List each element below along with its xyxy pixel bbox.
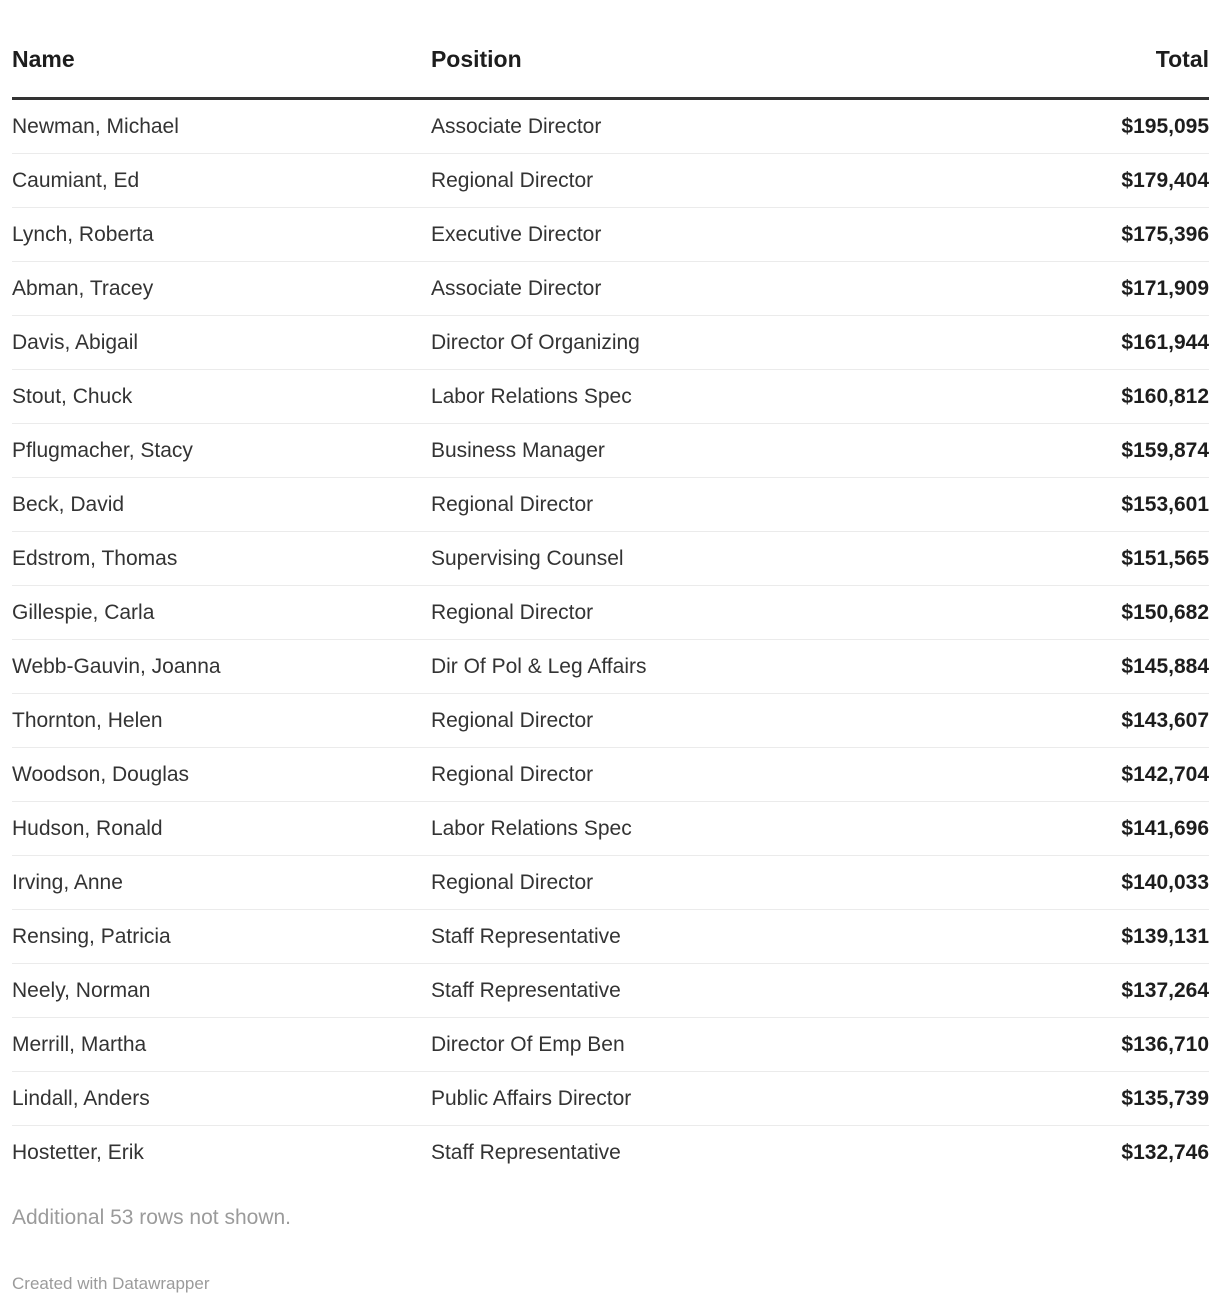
table-row xyxy=(12,964,1209,1018)
total-cell: $179,404 xyxy=(934,154,1209,208)
name-cell: Thornton, Helen xyxy=(12,694,431,748)
name-cell: Pflugmacher, Stacy xyxy=(12,424,431,478)
table-row xyxy=(12,370,1209,424)
position-cell: Staff Representative xyxy=(430,1141,621,1164)
table-row xyxy=(12,694,1209,748)
table-row xyxy=(12,1126,1209,1180)
table-row xyxy=(12,262,1209,316)
total-cell: $160,812 xyxy=(934,370,1209,424)
position-cell: Labor Relations Spec xyxy=(431,802,934,856)
total-cell: $161,944 xyxy=(934,316,1209,370)
name-cell: Woodson, Douglas xyxy=(12,748,431,802)
position-cell: Staff Representative xyxy=(431,910,934,964)
total-cell: $139,131 xyxy=(934,910,1209,964)
table-row xyxy=(12,424,1209,478)
total-cell: $153,601 xyxy=(934,478,1209,532)
name-cell: Abman, Tracey xyxy=(12,262,431,316)
total-cell: $137,264 xyxy=(934,964,1209,1018)
position-cell: Dir Of Pol & Leg Affairs xyxy=(431,640,934,694)
table-row xyxy=(12,154,1209,208)
total-cell: $142,704 xyxy=(934,748,1209,802)
position-cell: Business Manager xyxy=(431,424,934,478)
rows-not-shown-note: Additional 53 rows not shown. xyxy=(12,1206,291,1229)
total-cell: $151,565 xyxy=(934,532,1209,586)
table-row xyxy=(12,99,1209,154)
column-header-total: Total xyxy=(934,46,1209,99)
position-cell: Regional Director xyxy=(431,478,934,532)
table-row xyxy=(12,910,1209,964)
salary-table xyxy=(12,46,1209,1179)
table-row xyxy=(12,802,1209,856)
name-cell: Edstrom, Thomas xyxy=(12,532,431,586)
name-cell: Merrill, Martha xyxy=(12,1018,431,1072)
total-cell: $135,739 xyxy=(934,1072,1209,1126)
table-row xyxy=(12,856,1209,910)
position-cell: Regional Director xyxy=(431,748,934,802)
name-cell: Irving, Anne xyxy=(12,856,431,910)
table-row xyxy=(12,748,1209,802)
column-header-position: Position xyxy=(431,46,934,99)
position-cell: Director Of Emp Ben xyxy=(431,1018,934,1072)
position-cell: Public Affairs Director xyxy=(431,1072,934,1126)
total-cell: $171,909 xyxy=(934,262,1209,316)
total-cell: $145,884 xyxy=(934,640,1209,694)
table-row xyxy=(12,1072,1209,1126)
position-cell: Regional Director xyxy=(431,856,934,910)
datawrapper-attribution-link[interactable]: Created with Datawrapper xyxy=(12,1274,210,1293)
position-cell: Labor Relations Spec xyxy=(431,370,934,424)
name-cell: Caumiant, Ed xyxy=(12,154,431,208)
column-header-name: Name xyxy=(12,46,431,99)
total-cell: $136,710 xyxy=(934,1018,1209,1072)
position-cell: Associate Director xyxy=(431,99,934,154)
table-row xyxy=(12,208,1209,262)
name-cell: Webb-Gauvin, Joanna xyxy=(12,640,431,694)
name-cell: Hudson, Ronald xyxy=(12,802,431,856)
table-body xyxy=(12,99,1209,1180)
table-row xyxy=(12,640,1209,694)
table-row xyxy=(12,532,1209,586)
name-cell: Hostetter, Erik xyxy=(12,1141,144,1164)
position-cell: Regional Director xyxy=(431,586,934,640)
total-cell: $140,033 xyxy=(934,856,1209,910)
position-cell: Associate Director xyxy=(431,262,934,316)
position-cell: Regional Director xyxy=(431,694,934,748)
header-row xyxy=(12,46,1209,99)
table-row xyxy=(12,1018,1209,1072)
position-cell: Staff Representative xyxy=(431,964,934,1018)
name-cell: Lynch, Roberta xyxy=(12,208,431,262)
total-cell: $132,746 xyxy=(1121,1141,1209,1164)
table-row xyxy=(12,586,1209,640)
name-cell: Gillespie, Carla xyxy=(12,586,431,640)
name-cell: Lindall, Anders xyxy=(12,1072,431,1126)
position-cell: Supervising Counsel xyxy=(431,532,934,586)
total-cell: $150,682 xyxy=(934,586,1209,640)
table-row xyxy=(12,478,1209,532)
position-cell: Regional Director xyxy=(431,154,934,208)
total-cell: $143,607 xyxy=(934,694,1209,748)
name-cell: Newman, Michael xyxy=(12,99,431,154)
total-cell: $141,696 xyxy=(934,802,1209,856)
table-row xyxy=(12,316,1209,370)
total-cell: $175,396 xyxy=(934,208,1209,262)
name-cell: Neely, Norman xyxy=(12,964,431,1018)
name-cell: Beck, David xyxy=(12,478,431,532)
name-cell: Stout, Chuck xyxy=(12,370,431,424)
total-cell: $159,874 xyxy=(934,424,1209,478)
name-cell: Davis, Abigail xyxy=(12,316,431,370)
name-cell: Rensing, Patricia xyxy=(12,910,431,964)
position-cell: Director Of Organizing xyxy=(431,316,934,370)
position-cell: Executive Director xyxy=(431,208,934,262)
total-cell: $195,095 xyxy=(934,99,1209,154)
